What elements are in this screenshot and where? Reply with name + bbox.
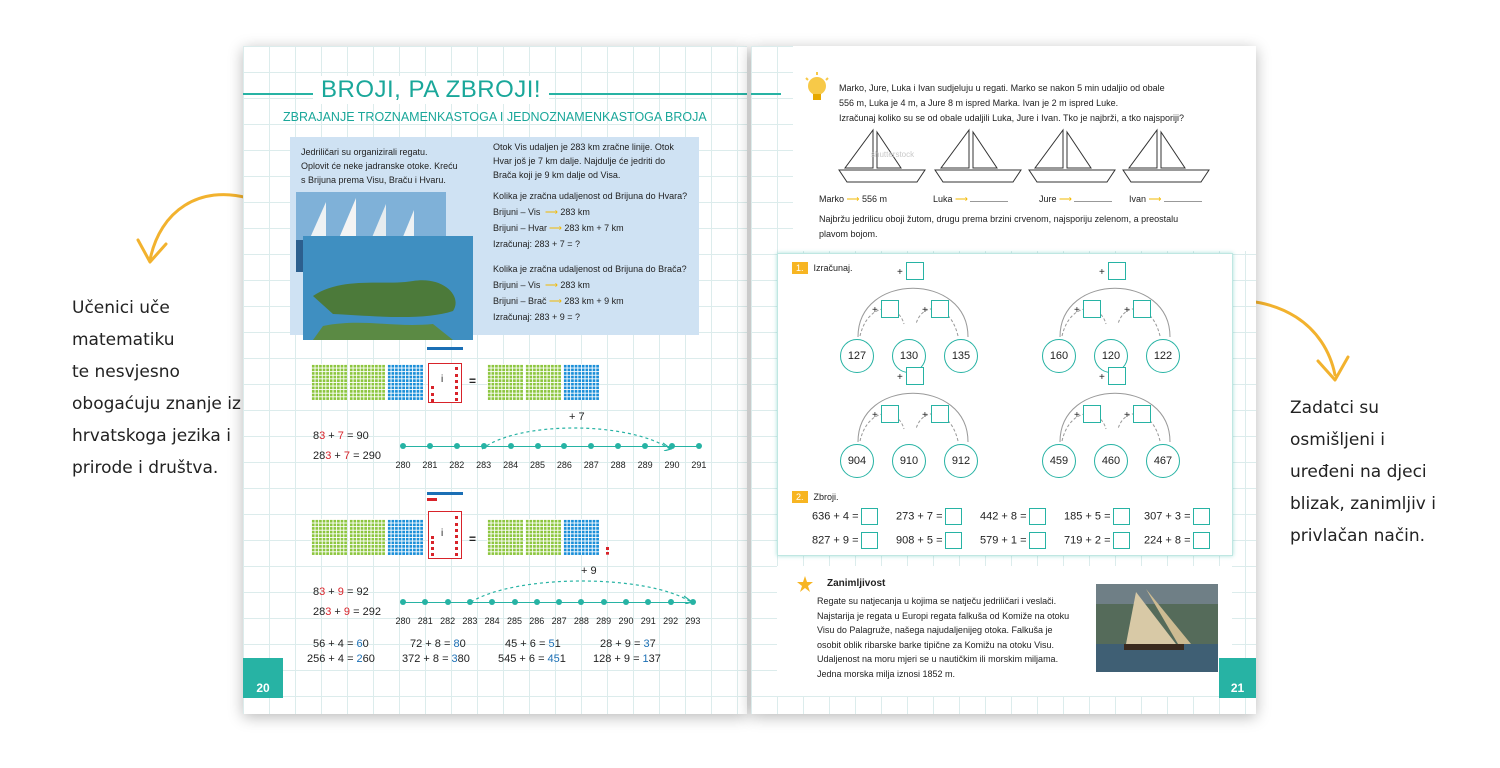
- plus-sign: +: [1124, 305, 1130, 316]
- op: +: [325, 586, 338, 598]
- sum-expr: 185 + 5 =: [1064, 510, 1111, 523]
- answer-box[interactable]: [881, 300, 899, 318]
- intro-line: Jedriličari su organizirali regatu.: [301, 147, 428, 157]
- number-line-label: 281: [417, 616, 433, 626]
- digit-red: 3: [325, 606, 332, 618]
- intro-text: [301, 145, 458, 187]
- sum-item: [402, 653, 470, 665]
- side-line: Zadatci su: [1290, 398, 1380, 418]
- intro-line: Oplovit će neke jadranske otoke. Kreću: [301, 161, 458, 171]
- side-note-left: [72, 292, 241, 484]
- plus-sign: +: [1074, 305, 1080, 316]
- number-circle: 459: [1042, 444, 1076, 478]
- answer-box[interactable]: [931, 300, 949, 318]
- route-value: 283 km + 7 km: [564, 223, 624, 233]
- answer-box[interactable]: [931, 405, 949, 423]
- number-line-label: 280: [395, 460, 411, 470]
- page-title: BROJI, PA ZBROJI!: [313, 76, 549, 104]
- plus-sign: +: [1074, 410, 1080, 421]
- practice-sums: [307, 638, 703, 672]
- answer-blank[interactable]: [1164, 201, 1202, 202]
- number-line-dot: [534, 599, 540, 605]
- sum-expr: 28 + 9 =: [600, 638, 644, 650]
- result: = 90: [343, 430, 369, 442]
- boat-label-luka: [933, 192, 1008, 206]
- exercise-number: 2.: [792, 491, 808, 503]
- equation-83-7: [313, 430, 369, 442]
- number-line-dot: [645, 599, 651, 605]
- number-circle: 135: [944, 339, 978, 373]
- ten-rod-red: [455, 367, 458, 401]
- unit-cubes-red: [431, 386, 434, 402]
- hundred-block-blue: [563, 364, 599, 400]
- number-line-dot: [642, 443, 648, 449]
- question-text: Kolika je zračna udaljenost od Brijuna do Hvara?: [493, 191, 688, 201]
- answer-box[interactable]: [1133, 405, 1151, 423]
- page-number: 21: [1219, 658, 1256, 698]
- digit-red: 9: [337, 586, 344, 598]
- number-line-dot: [556, 599, 562, 605]
- hundred-block-green: [349, 519, 385, 555]
- sum-answer: 37: [648, 653, 661, 665]
- digits: 28: [313, 606, 326, 618]
- number-line-dot: [601, 599, 607, 605]
- number-line-label: 283: [462, 616, 478, 626]
- hundred-block-green: [487, 519, 523, 555]
- answer-box[interactable]: [861, 532, 878, 549]
- answer-box[interactable]: [906, 262, 924, 280]
- digits: 8: [313, 586, 320, 598]
- answer-box[interactable]: [1193, 508, 1210, 525]
- op: +: [331, 606, 344, 618]
- number-line-label: 291: [640, 616, 656, 626]
- answer-box[interactable]: [1029, 508, 1046, 525]
- sum-answer: 1: [559, 653, 566, 665]
- sum-expr: 56 + 4 =: [313, 638, 357, 650]
- combine-box: [428, 363, 462, 403]
- sum-item: [593, 653, 661, 665]
- arrow-right-icon: ⟶: [545, 207, 561, 217]
- left-page: [243, 46, 747, 714]
- boat-label-marko: [819, 192, 887, 206]
- plus-sign: +: [897, 267, 903, 278]
- number-circle: 912: [944, 444, 978, 478]
- sum-expr: 545 + 6 =: [498, 653, 548, 665]
- boat-distance: 556 m: [861, 194, 887, 204]
- jump-label: + 7: [569, 411, 585, 423]
- sailboat-icon: [933, 128, 1025, 184]
- sum-expr: 442 + 8 =: [980, 510, 1027, 523]
- number-line-label: 288: [573, 616, 589, 626]
- color-instruction: [819, 212, 1178, 242]
- number-line-label: 285: [506, 616, 523, 626]
- route-value: 283 km: [560, 280, 590, 290]
- number-line-label: 290: [664, 460, 680, 470]
- jump-label: + 9: [581, 565, 597, 577]
- sailboat-icon: [1027, 128, 1119, 184]
- number-line-label: 284: [484, 616, 500, 626]
- number-line-label: 288: [610, 460, 626, 470]
- intro-line: Izračunaj koliko su se od obale udaljili Luka, Jure i Ivan. Tko je najbrži, a tko najsporiji?: [839, 113, 1185, 123]
- number-line-label: 289: [637, 460, 653, 470]
- hundred-block-green: [311, 364, 347, 400]
- sum-expr: 636 + 4 =: [812, 510, 859, 523]
- number-line-label: 287: [583, 460, 599, 470]
- number-line-dot: [422, 599, 428, 605]
- sum-answer: 5: [548, 638, 555, 650]
- number-line-dot: [561, 443, 567, 449]
- plus-sign: +: [897, 372, 903, 383]
- number-line-label: 289: [596, 616, 612, 626]
- sum-answer: 7: [649, 638, 656, 650]
- unit-cubes-red: [606, 547, 609, 555]
- side-line: osmišljeni i: [1290, 430, 1385, 450]
- fact-title: Zanimljivost: [827, 578, 886, 589]
- hundred-block-blue: [387, 519, 423, 555]
- boat-name: Jure: [1039, 194, 1057, 204]
- number-circle: 122: [1146, 339, 1180, 373]
- plus-sign: +: [872, 410, 878, 421]
- addition-tree: [838, 262, 988, 377]
- answer-box[interactable]: [861, 508, 878, 525]
- result: = 290: [350, 450, 381, 462]
- answer-box[interactable]: [945, 508, 962, 525]
- number-line-dot: [508, 443, 514, 449]
- story-line: Hvar još je 7 km dalje. Najdulje će jedriti do: [493, 156, 666, 166]
- arrow-right-icon: ⟶: [846, 194, 860, 204]
- sum-expr: 45 + 6 =: [505, 638, 549, 650]
- sum-grid: [812, 508, 1232, 552]
- equals-sign: =: [469, 532, 477, 546]
- sum-answer: 6: [356, 638, 363, 650]
- sum-expr: 372 + 8 =: [402, 653, 452, 665]
- sum-expr: 908 + 5 =: [896, 534, 943, 547]
- answer-box[interactable]: [906, 367, 924, 385]
- number-line-label: 280: [395, 616, 411, 626]
- arrow-right-icon: ⟶: [549, 223, 565, 233]
- arrow-right-icon: ⟶: [549, 296, 565, 306]
- hundred-block-green: [349, 364, 385, 400]
- intro-line: Marko, Jure, Luka i Ivan sudjeluju u regati. Marko se nakon 5 min udaljio od obale: [839, 83, 1165, 93]
- sum-answer: 3: [451, 653, 458, 665]
- question-2: [493, 262, 687, 324]
- digit-red: 9: [343, 606, 351, 618]
- unit-cubes-red: [431, 536, 434, 556]
- route-label: Brijuni – Hvar: [493, 223, 548, 233]
- number-line-dot: [489, 599, 495, 605]
- number-line-label: 283: [476, 460, 492, 470]
- sum-answer: 0: [362, 638, 369, 650]
- number-line-1: [395, 446, 707, 470]
- side-line: hrvatskoga jezika i: [72, 426, 231, 446]
- addition-tree: [1040, 367, 1190, 482]
- watermark: shutterstock: [871, 150, 915, 159]
- sum-item: [505, 638, 561, 650]
- boat-name: Luka: [933, 194, 953, 204]
- sum-item: [498, 653, 566, 665]
- sum-item: [313, 638, 369, 650]
- side-line: matematiku: [72, 330, 175, 350]
- number-line-dot: [454, 443, 460, 449]
- intro-line: s Brijuna prema Visu, Braču i Hvaru.: [301, 175, 446, 185]
- question-1: [493, 189, 687, 251]
- fact-line: Udaljenost na moru mjeri se u nautičkim ili morskim miljama.: [817, 654, 1059, 664]
- fact-line: Regate su natjecanja u kojima se natječu jedriličari i veslači.: [817, 596, 1057, 606]
- equation-83-9: [313, 586, 369, 598]
- plus-sign: +: [872, 305, 878, 316]
- digit-red: 3: [325, 450, 332, 462]
- number-line-dot: [427, 443, 433, 449]
- sum-answer: 1: [554, 638, 561, 650]
- sum-expr: 579 + 1 =: [980, 534, 1027, 547]
- answer-box[interactable]: [1083, 300, 1101, 318]
- number-line-label: 290: [618, 616, 634, 626]
- number-line-dot: [615, 443, 621, 449]
- number-line-label: 282: [440, 616, 456, 626]
- exercise-panel: [777, 253, 1233, 556]
- number-line-label: 286: [529, 616, 545, 626]
- equation-283-9: [313, 606, 381, 618]
- plus-sign: +: [922, 410, 928, 421]
- sum-expr: 128 + 9 =: [593, 653, 643, 665]
- plus-sign: +: [1099, 372, 1105, 383]
- number-line-dot: [578, 599, 584, 605]
- number-line-dot: [512, 599, 518, 605]
- number-circle: 460: [1094, 444, 1128, 478]
- sum-answer: 45: [547, 653, 560, 665]
- sum-answer: 80: [457, 653, 470, 665]
- sum-item: [307, 653, 375, 665]
- number-line-dot: [669, 443, 675, 449]
- combine-box: [428, 511, 462, 559]
- number-line-label: 286: [556, 460, 572, 470]
- number-line-dot: [588, 443, 594, 449]
- sum-expr: 72 + 8 =: [410, 638, 454, 650]
- hundred-block-green: [525, 519, 561, 555]
- exercise-number: 1.: [792, 262, 808, 274]
- fact-line: Jedna morska milja iznosi 1852 m.: [817, 668, 956, 679]
- unit-cubes-red: [427, 498, 437, 501]
- sum-answer: 8: [453, 638, 460, 650]
- op: +: [331, 450, 344, 462]
- answer-box[interactable]: [881, 405, 899, 423]
- page-subtitle: ZBRAJANJE TROZNAMENKASTOGA I JEDNOZNAMENKASTOGA BROJA: [283, 110, 707, 124]
- side-line: privlačan način.: [1290, 526, 1426, 546]
- digit-red: 7: [337, 430, 344, 442]
- intro-line: 556 m, Luka je 4 m, a Jure 8 m ispred Marka. Ivan je 2 m ispred Luke.: [839, 98, 1119, 108]
- number-line-dot: [690, 599, 696, 605]
- exercise-2-heading: [792, 490, 839, 504]
- route-label: Brijuni – Vis: [493, 207, 541, 217]
- instruction-line: plavom bojom.: [819, 229, 878, 239]
- sum-answer: 60: [362, 653, 375, 665]
- ten-rod-blue: [427, 347, 463, 350]
- sum-expr: 256 + 4 =: [307, 653, 357, 665]
- calc-line: Izračunaj: 283 + 7 = ?: [493, 239, 581, 249]
- number-circle: 904: [840, 444, 874, 478]
- hundred-block-green: [525, 364, 561, 400]
- number-line-label: 291: [691, 460, 707, 470]
- boat-label-jure: [1039, 192, 1112, 206]
- sum-expr: 224 + 8 =: [1144, 534, 1191, 547]
- equation-283-7: [313, 450, 381, 462]
- fact-line: Visu do Palagruže, našega najudaljenijeg otoka. Falkuša je: [817, 625, 1053, 635]
- story-text: [493, 140, 674, 182]
- star-icon: [797, 576, 813, 592]
- number-line-dot: [696, 443, 702, 449]
- answer-box[interactable]: [1133, 300, 1151, 318]
- fact-line: Najstarija je regata u Europi regata falkuša od Komiže na otoku: [817, 610, 1070, 621]
- exercise-label: Zbroji.: [813, 492, 839, 502]
- digits: 28: [313, 450, 326, 462]
- route-value: 283 km + 9 km: [564, 296, 624, 306]
- number-line-dot: [623, 599, 629, 605]
- title-rule: [751, 93, 781, 95]
- number-line-label: 281: [422, 460, 438, 470]
- instruction-line: Najbržu jedrilicu oboji žutom, drugu prema brzini crvenom, najsporiju zelenom, a preostalu: [819, 214, 1179, 224]
- and-label: i: [441, 528, 444, 539]
- addition-tree: [838, 367, 988, 482]
- digit-red: 3: [319, 430, 326, 442]
- page-number: 20: [243, 658, 283, 698]
- number-circle: 910: [892, 444, 926, 478]
- addition-tree: [1040, 262, 1190, 377]
- digit-red: 3: [319, 586, 326, 598]
- number-line-label: 284: [503, 460, 519, 470]
- hundred-block-green: [311, 519, 347, 555]
- number-line-dot: [481, 443, 487, 449]
- and-label: i: [441, 374, 444, 385]
- arrow-right-icon: ⟶: [545, 280, 561, 290]
- story-line: Brača koji je 9 km dalje od Visa.: [493, 170, 621, 180]
- answer-blank[interactable]: [970, 201, 1008, 202]
- sum-item: [600, 638, 656, 650]
- story-line: Otok Vis udaljen je 283 km zračne linije. Otok: [493, 142, 674, 152]
- boat-label-ivan: [1129, 192, 1202, 206]
- number-line-2: [395, 602, 701, 626]
- answer-box[interactable]: [1113, 532, 1130, 549]
- side-line: blizak, zanimljiv i: [1290, 494, 1436, 514]
- sum-answer: 2: [356, 653, 363, 665]
- equals-sign: =: [469, 374, 477, 388]
- sum-answer: 0: [459, 638, 466, 650]
- sum-answer: 1: [642, 653, 649, 665]
- number-circle: 160: [1042, 339, 1076, 373]
- arrow-right-icon: ⟶: [1059, 194, 1072, 204]
- side-line: Učenici uče: [72, 298, 170, 318]
- number-line-label: 293: [685, 616, 701, 626]
- number-line-dot: [400, 599, 406, 605]
- number-line-dot: [467, 599, 473, 605]
- side-line: uređeni na djeci: [1290, 462, 1427, 482]
- falkusa-boat-photo: [1096, 584, 1218, 672]
- exercise-label: Izračunaj.: [813, 263, 853, 273]
- digit-red: 7: [343, 450, 351, 462]
- boat-name: Marko: [819, 194, 845, 204]
- arrow-right-icon: ⟶: [1148, 194, 1162, 204]
- answer-box[interactable]: [1108, 367, 1126, 385]
- answer-blank[interactable]: [1074, 201, 1112, 202]
- plus-sign: +: [1124, 410, 1130, 421]
- route-label: Brijuni – Brač: [493, 296, 547, 306]
- hundred-block-green: [487, 364, 523, 400]
- number-line-dot: [400, 443, 406, 449]
- number-line-label: 287: [551, 616, 567, 626]
- number-line-dot: [445, 599, 451, 605]
- right-page: [751, 46, 1256, 714]
- digits: 8: [313, 430, 320, 442]
- ten-rod-blue: [427, 492, 463, 495]
- answer-box[interactable]: [1113, 508, 1130, 525]
- plus-sign: +: [1099, 267, 1105, 278]
- answer-box[interactable]: [1108, 262, 1126, 280]
- sum-item: [410, 638, 466, 650]
- sum-expr: 307 + 3 =: [1144, 510, 1191, 523]
- calc-line: Izračunaj: 283 + 9 = ?: [493, 312, 581, 322]
- answer-box[interactable]: [1029, 532, 1046, 549]
- island-aerial-photo: [303, 236, 473, 340]
- sailboat-icon: [1121, 128, 1213, 184]
- side-line: prirode i društva.: [72, 458, 219, 478]
- fact-text: [817, 594, 1069, 681]
- hundred-block-blue: [387, 364, 423, 400]
- route-value: 283 km: [560, 207, 590, 217]
- plus-sign: +: [922, 305, 928, 316]
- number-circle: 127: [840, 339, 874, 373]
- op: +: [325, 430, 338, 442]
- answer-box[interactable]: [945, 532, 962, 549]
- boat-name: Ivan: [1129, 194, 1147, 204]
- number-line-label: 285: [529, 460, 546, 470]
- number-line-label: 292: [663, 616, 679, 626]
- sum-expr: 827 + 9 =: [812, 534, 859, 547]
- sum-expr: 719 + 2 =: [1064, 534, 1111, 547]
- number-line-dot: [668, 599, 674, 605]
- number-circle: 130: [892, 339, 926, 373]
- sum-expr: 273 + 7 =: [896, 510, 943, 523]
- number-circle: 120: [1094, 339, 1128, 373]
- number-circle: 467: [1146, 444, 1180, 478]
- fact-line: osobit oblik ribarske barke tipične za Komižu na otoku Visu.: [817, 639, 1054, 650]
- question-text: Kolika je zračna udaljenost od Brijuna do Brača?: [493, 264, 687, 274]
- route-label: Brijuni – Vis: [493, 280, 541, 290]
- sum-answer: 3: [643, 638, 650, 650]
- result: = 92: [343, 586, 369, 598]
- arrow-right-icon: ⟶: [955, 194, 968, 204]
- hundred-block-blue: [563, 519, 599, 555]
- number-line-label: 282: [449, 460, 465, 470]
- lightbulb-icon: [803, 70, 831, 104]
- task-intro: [839, 81, 1184, 126]
- answer-box[interactable]: [1083, 405, 1101, 423]
- result: = 292: [350, 606, 381, 618]
- side-note-right: [1290, 392, 1436, 552]
- answer-box[interactable]: [1193, 532, 1210, 549]
- side-line: obogaćuju znanje iz: [72, 394, 241, 414]
- ten-rod-red: [455, 516, 458, 556]
- number-line-dot: [535, 443, 541, 449]
- side-line: te nesvjesno: [72, 362, 180, 382]
